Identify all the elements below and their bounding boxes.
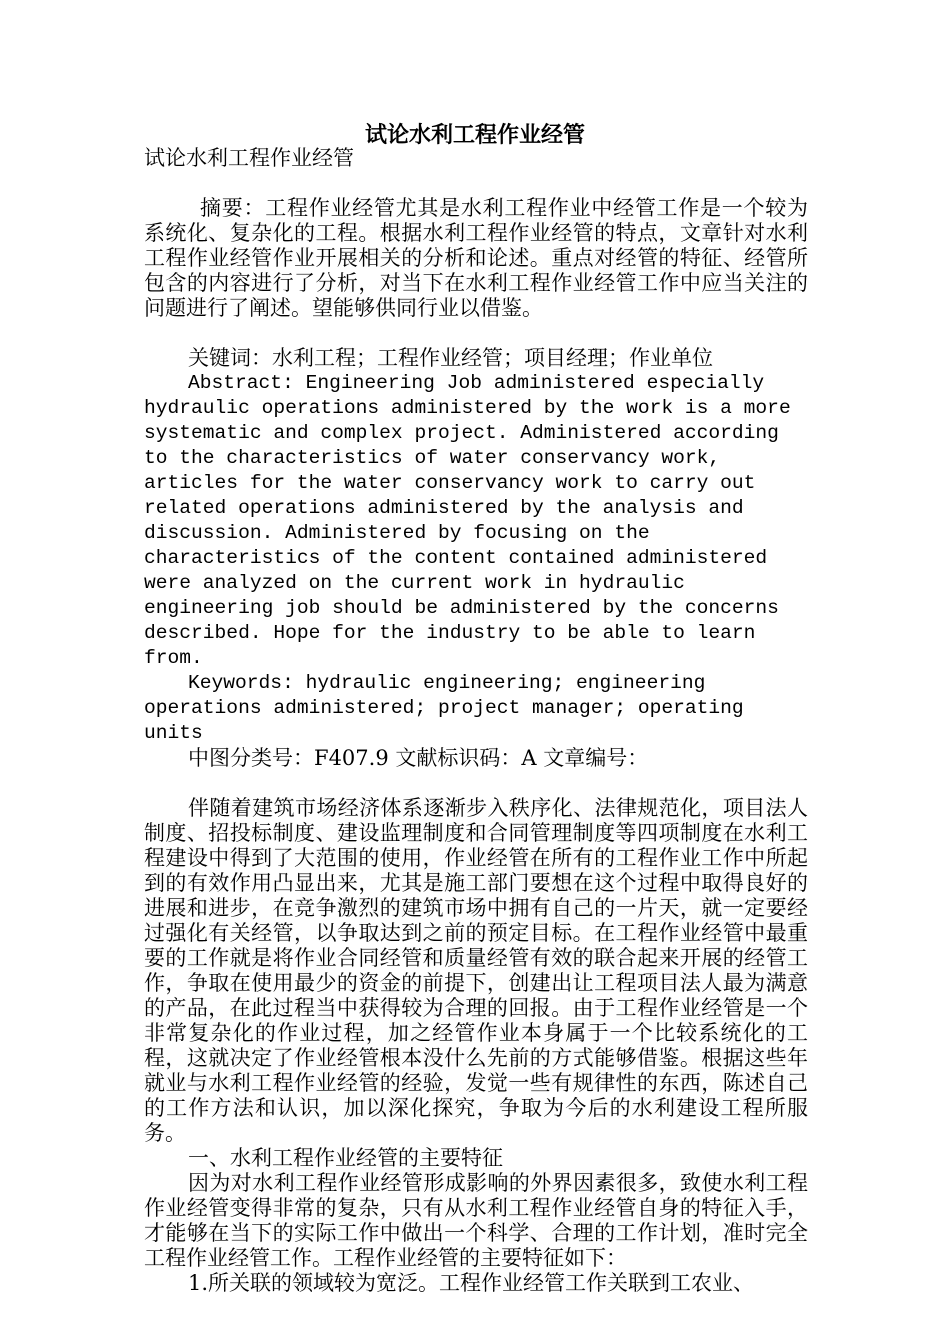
classification-line: 中图分类号：F407.9 文献标识码：A 文章编号： — [188, 746, 649, 770]
section-heading: 一、水利工程作业经管的主要特征 — [188, 1146, 503, 1170]
spacer — [144, 771, 808, 796]
list-item-point-1: 1.所关联的领域较为宽泛。工程作业经管工作关联到工农业、 — [188, 1271, 755, 1295]
abstract-en: Abstract: Engineering Job administered especially hydraulic operations administered by the work is a more systematic and complex project. Administered according to the characteristics of water conservancy work, articles for the water conservancy work to carry out related operations administered by the analysis and discussion. Administered by focusing on the characteristics of the content contained administered were analyzed on the current work in hydraulic engineering job should be administered by the concerns described. Hope for the industry to be able to learn from. — [144, 372, 791, 669]
section-paragraph: 因为对水利工程作业经管形成影响的外界因素很多，致使水利工程作业经管变得非常的复杂，只有从水利工程作业经管自身的特征入手，才能够在当下的实际工作中做出一个科学、合理的工作计划，准时完全工程作业经管工作。工程作业经管的主要特征如下： — [144, 1171, 808, 1270]
document-title: 试论水利工程作业经管 — [364, 123, 585, 148]
intro-paragraph: 伴随着建筑市场经济体系逐渐步入秩序化、法律规范化，项目法人制度、招投标制度、建设监理制度和合同管理制度等四项制度在水利工程建设中得到了大范围的使用，作业经管在所有的工程作业工作中所起到的有效作用凸显出来，尤其是施工部门要想在这个过程中取得良好的进展和进步，在竞争激烈的建筑市场中拥有自己的一片天，就一定要经过强化有关经管，以争取达到之前的预定目标。在工程作业经管中最重要的工作就是将作业合同经管和质量经管有效的联合起来开展的经管工作，争取在使用最少的资金的前提下，创建出让工程项目法人最为满意的产品，在此过程当中获得较为合理的回报。由于工程作业经管是一个非常复杂化的作业过程，加之经管作业本身属于一个比较系统化的工程，这就决定了作业经管根本没什么先前的方式能够借鉴。根据这些年就业与水利工程作业经管的经验，发觉一些有规律性的东西，陈述自己的工作方法和认识，加以深化探究，争取为今后的水利建设工程所服务。 — [144, 796, 808, 1145]
abstract-cn: 摘要：工程作业经管尤其是水利工程作业中经管工作是一个较为系统化、复杂化的工程。根据水利工程作业经管的特点，文章针对水利工程作业经管作业开展相关的分析和论述。重点对经管的特征、经管所包含的内容进行了分析，对当下在水利工程作业经管工作中应当关注的问题进行了阐述。望能够供同行业以借鉴。 — [144, 196, 808, 320]
document-body — [144, 146, 808, 1296]
spacer — [144, 171, 808, 196]
keywords-en: Keywords: hydraulic engineering; engineering operations administered; project manager; operating units — [144, 672, 744, 744]
document-subtitle: 试论水利工程作业经管 — [144, 146, 354, 170]
keywords-cn: 关键词：水利工程；工程作业经管；项目经理；作业单位 — [188, 346, 713, 370]
spacer — [144, 321, 808, 346]
